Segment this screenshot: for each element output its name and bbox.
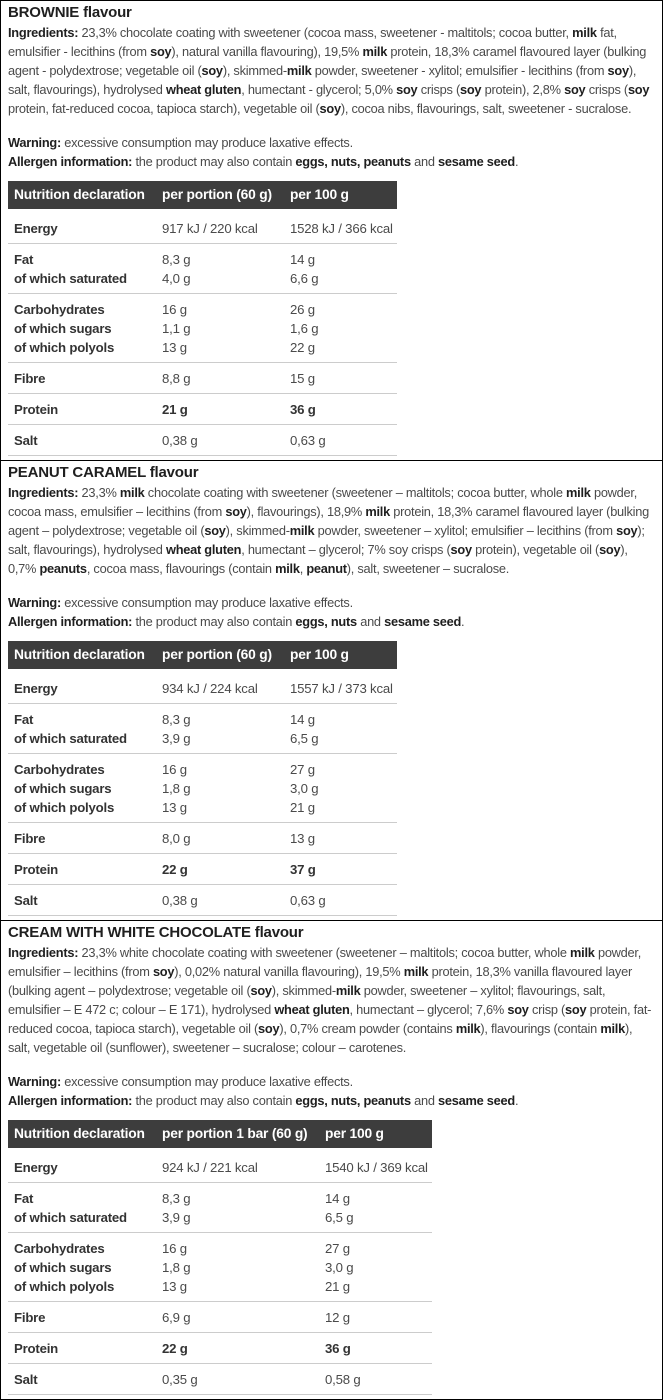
nutrition-table bbox=[8, 181, 397, 456]
row-label: Fat bbox=[14, 712, 34, 727]
portion-value: 934 kJ / 224 kcal bbox=[156, 669, 284, 704]
allergen-text: Allergen information: the product may also contain eggs, nuts and sesame seed. bbox=[8, 614, 465, 629]
portion-value: 0,38 g bbox=[156, 885, 284, 916]
portion-value: 3,9 g bbox=[156, 1208, 319, 1233]
table-row bbox=[8, 1183, 432, 1209]
table-row bbox=[8, 269, 397, 294]
portion-value: 1,8 g bbox=[162, 781, 191, 796]
allergen-text: Allergen information: the product may also contain eggs, nuts, peanuts and sesame seed. bbox=[8, 154, 519, 169]
per100-value: 0,58 g bbox=[319, 1364, 432, 1395]
portion-value: 8,3 g bbox=[162, 252, 191, 267]
ingredients-text: Ingredients: 23,3% chocolate coating with sweetener (cocoa mass, sweetener - maltitols; cocoa butter, milk fat, emulsifier - lecithins (from soy), natural vanilla flavouring), 19,5% milk protein, 18,3% caramel flavoured layer (bulking agent - polydextrose; vegetable oil (soy), skimmed-milk powder, sweetener - xylitol; emulsifier - lecithins (from soy), salt, flavourings), hydrolysed wheat gluten, humectant - glycerol; 5,0% soy crisps (soy protein), 2,8% soy crisps (soy protein, fat-reduced cocoa, tapioca starch), vegetable oil (soy), cocoa nibs, flavourings, salt, sweetener - sucralose. bbox=[8, 25, 650, 116]
per100-value: 0,63 g bbox=[284, 425, 397, 456]
table-row bbox=[8, 669, 397, 704]
portion-value: 924 kJ / 221 kcal bbox=[156, 1148, 319, 1183]
column-header: per 100 g bbox=[284, 181, 397, 209]
portion-value: 21 g bbox=[156, 394, 284, 425]
table-row bbox=[8, 394, 397, 425]
row-label: Salt bbox=[8, 885, 156, 916]
warning-text: Warning: excessive consumption may produce laxative effects. bbox=[8, 135, 353, 150]
row-label: Protein bbox=[8, 1333, 156, 1364]
row-label: Carbohydrates bbox=[14, 762, 105, 777]
per100-value: 27 g bbox=[290, 762, 315, 777]
portion-value: 13 g bbox=[156, 1277, 319, 1302]
per100-value: 21 g bbox=[284, 798, 397, 823]
table-row bbox=[8, 319, 397, 338]
flavour-title: PEANUT CARAMEL flavour bbox=[8, 464, 199, 481]
table-row bbox=[8, 823, 397, 854]
table-row bbox=[8, 704, 397, 730]
row-label: Fibre bbox=[8, 1302, 156, 1333]
row-label: Salt bbox=[8, 425, 156, 456]
row-label: Carbohydrates bbox=[14, 302, 105, 317]
row-label: of which sugars bbox=[14, 781, 112, 796]
portion-value: 0,35 g bbox=[156, 1364, 319, 1395]
table-header-row bbox=[8, 641, 397, 669]
column-header: per portion (60 g) bbox=[156, 181, 284, 209]
portion-value: 16 g bbox=[162, 762, 187, 777]
per100-value: 1528 kJ / 366 kcal bbox=[284, 209, 397, 244]
table-row bbox=[8, 1364, 432, 1395]
row-label: Energy bbox=[8, 669, 156, 704]
warning-text: Warning: excessive consumption may produce laxative effects. bbox=[8, 1074, 353, 1089]
flavour-section-peanut-caramel bbox=[0, 460, 663, 921]
per100-value: 0,63 g bbox=[284, 885, 397, 916]
row-label: of which polyols bbox=[8, 798, 156, 823]
per100-value: 3,0 g bbox=[325, 1260, 354, 1275]
portion-value: 16 g bbox=[162, 302, 187, 317]
table-row bbox=[8, 1302, 432, 1333]
table-row bbox=[8, 338, 397, 363]
row-label: of which saturated bbox=[8, 1208, 156, 1233]
table-header-row bbox=[8, 181, 397, 209]
table-row bbox=[8, 209, 397, 244]
table-row bbox=[8, 244, 397, 270]
table-row bbox=[8, 1233, 432, 1259]
table-row bbox=[8, 1277, 432, 1302]
portion-value: 917 kJ / 220 kcal bbox=[156, 209, 284, 244]
table-row bbox=[8, 294, 397, 320]
per100-value: 37 g bbox=[284, 854, 397, 885]
table-row bbox=[8, 1208, 432, 1233]
row-label: of which polyols bbox=[8, 1277, 156, 1302]
column-header: per 100 g bbox=[284, 641, 397, 669]
ingredients-text: Ingredients: 23,3% white chocolate coating with sweetener (sweetener – maltitols; cocoa butter, whole milk powder, emulsifier – lecithins (from soy), 0,02% natural vanilla flavouring), 19,5% milk protein, 18,3% vanilla flavoured layer (bulking agent – polydextrose; vegetable oil (soy), skimmed-milk powder, sweetener – xylitol; flavourings, salt, emulsifier – E 472 c; colour – E 171), hydrolysed wheat gluten, humectant – glycerol; 7,6% soy crisp (soy protein, fat-reduced cocoa, tapioca starch), vegetable oil (soy), 0,7% cream powder (contains milk), flavourings (contain milk), salt, vegetable oil (sunflower), sweetener – sucralose; colour – carotenes. bbox=[8, 945, 652, 1055]
per100-value: 36 g bbox=[284, 394, 397, 425]
per100-value: 6,5 g bbox=[284, 729, 397, 754]
flavour-title: BROWNIE flavour bbox=[8, 4, 132, 21]
nutrition-table bbox=[8, 641, 397, 916]
table-row bbox=[8, 798, 397, 823]
per100-value: 1557 kJ / 373 kcal bbox=[284, 669, 397, 704]
table-row bbox=[8, 779, 397, 798]
row-label: Protein bbox=[8, 854, 156, 885]
row-label: Fibre bbox=[8, 823, 156, 854]
column-header: per portion (60 g) bbox=[156, 641, 284, 669]
table-row bbox=[8, 1148, 432, 1183]
row-label: Protein bbox=[8, 394, 156, 425]
row-label: Salt bbox=[8, 1364, 156, 1395]
per100-value: 26 g bbox=[290, 302, 315, 317]
row-label: Fibre bbox=[8, 363, 156, 394]
portion-value: 22 g bbox=[156, 854, 284, 885]
per100-value: 14 g bbox=[290, 252, 315, 267]
row-label: of which sugars bbox=[14, 321, 112, 336]
row-label: of which saturated bbox=[8, 269, 156, 294]
per100-value: 12 g bbox=[319, 1302, 432, 1333]
row-label: Fat bbox=[14, 252, 34, 267]
table-row bbox=[8, 754, 397, 780]
portion-value: 4,0 g bbox=[156, 269, 284, 294]
column-header: per 100 g bbox=[319, 1120, 432, 1148]
per100-value: 15 g bbox=[284, 363, 397, 394]
per100-value: 13 g bbox=[284, 823, 397, 854]
portion-value: 8,0 g bbox=[156, 823, 284, 854]
portion-value: 0,38 g bbox=[156, 425, 284, 456]
per100-value: 27 g bbox=[325, 1241, 350, 1256]
table-row bbox=[8, 885, 397, 916]
row-label: of which saturated bbox=[8, 729, 156, 754]
table-row bbox=[8, 1333, 432, 1364]
portion-value: 22 g bbox=[156, 1333, 319, 1364]
allergen-text: Allergen information: the product may also contain eggs, nuts, peanuts and sesame seed. bbox=[8, 1093, 519, 1108]
ingredients-text: Ingredients: 23,3% milk chocolate coating with sweetener (sweetener – maltitols; cocoa butter, whole milk powder, cocoa mass, emulsifier – lecithins (from soy), flavourings), 18,9% milk protein, 18,3% caramel flavoured layer (bulking agent – polydextrose; vegetable oil (soy), skimmed-milk powder, sweetener – xylitol; emulsifier – lecithins (from soy); salt, flavourings), hydrolysed wheat gluten, humectant – glycerol; 7% soy crisps (soy protein), vegetable oil (soy), 0,7% peanuts, cocoa mass, flavourings (contain milk, peanut), salt, sweetener – sucralose. bbox=[8, 485, 649, 576]
flavour-section-brownie bbox=[0, 0, 663, 461]
row-label: of which polyols bbox=[8, 338, 156, 363]
table-row bbox=[8, 1258, 432, 1277]
column-header: per portion 1 bar (60 g) bbox=[156, 1120, 319, 1148]
portion-value: 8,8 g bbox=[156, 363, 284, 394]
portion-value: 13 g bbox=[156, 338, 284, 363]
per100-value: 14 g bbox=[325, 1191, 350, 1206]
portion-value: 3,9 g bbox=[156, 729, 284, 754]
per100-value: 36 g bbox=[319, 1333, 432, 1364]
row-label: Carbohydrates bbox=[14, 1241, 105, 1256]
per100-value: 3,0 g bbox=[290, 781, 319, 796]
portion-value: 13 g bbox=[156, 798, 284, 823]
table-row bbox=[8, 729, 397, 754]
column-header: Nutrition declaration bbox=[8, 181, 156, 209]
per100-value: 14 g bbox=[290, 712, 315, 727]
table-row bbox=[8, 363, 397, 394]
table-row bbox=[8, 854, 397, 885]
portion-value: 6,9 g bbox=[156, 1302, 319, 1333]
table-row bbox=[8, 425, 397, 456]
per100-value: 1540 kJ / 369 kcal bbox=[319, 1148, 432, 1183]
portion-value: 1,1 g bbox=[162, 321, 191, 336]
per100-value: 6,5 g bbox=[319, 1208, 432, 1233]
per100-value: 22 g bbox=[284, 338, 397, 363]
flavour-title: CREAM WITH WHITE CHOCOLATE flavour bbox=[8, 924, 304, 941]
row-label: Fat bbox=[14, 1191, 34, 1206]
per100-value: 6,6 g bbox=[284, 269, 397, 294]
row-label: Energy bbox=[8, 209, 156, 244]
per100-value: 21 g bbox=[319, 1277, 432, 1302]
column-header: Nutrition declaration bbox=[8, 641, 156, 669]
flavour-section-cream-white-chocolate bbox=[0, 920, 663, 1400]
portion-value: 16 g bbox=[162, 1241, 187, 1256]
column-header: Nutrition declaration bbox=[8, 1120, 156, 1148]
row-label: Energy bbox=[8, 1148, 156, 1183]
portion-value: 1,8 g bbox=[162, 1260, 191, 1275]
table-header-row bbox=[8, 1120, 432, 1148]
per100-value: 1,6 g bbox=[290, 321, 319, 336]
row-label: of which sugars bbox=[14, 1260, 112, 1275]
warning-text: Warning: excessive consumption may produce laxative effects. bbox=[8, 595, 353, 610]
portion-value: 8,3 g bbox=[162, 712, 191, 727]
portion-value: 8,3 g bbox=[162, 1191, 191, 1206]
